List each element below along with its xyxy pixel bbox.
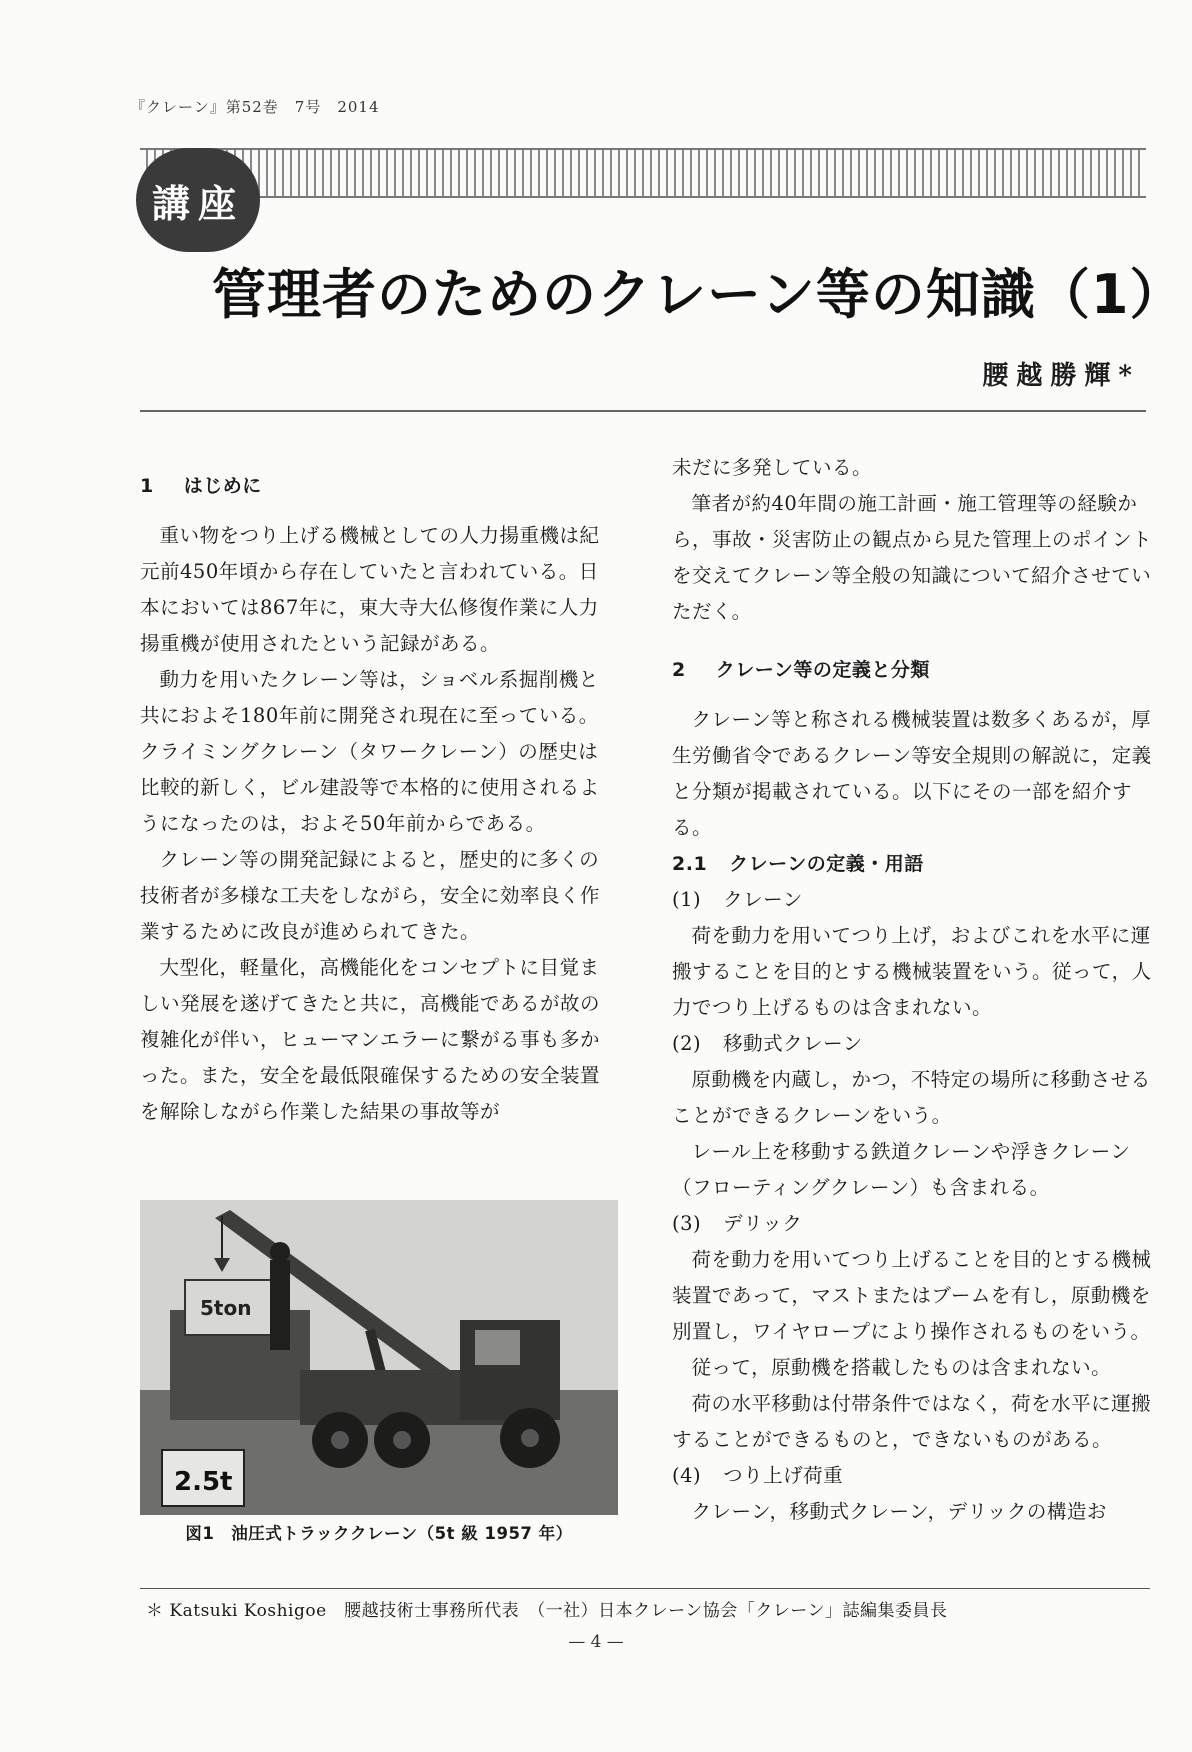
paragraph: 従って，原動機を搭載したものは含まれない。 <box>691 1356 1112 1379</box>
item-heading-4 <box>672 1458 1152 1494</box>
page-number: — 4 — <box>568 1632 624 1652</box>
paragraph: 原動機を内蔵し，かつ，不特定の場所に移動させることができるクレーンをいう。 <box>672 1068 1151 1127</box>
paragraph: レール上を移動する鉄道クレーンや浮きクレーン（フローティングクレーン）も含まれる。 <box>672 1140 1131 1199</box>
load-sign: 5ton <box>200 1296 252 1320</box>
item-title: デリック <box>723 1212 803 1235</box>
item-heading-3 <box>672 1206 1152 1242</box>
item-number: (2) <box>672 1032 702 1055</box>
figure-caption: 図1 油圧式トラッククレーン（5t 級 1957 年） <box>185 1524 573 1543</box>
item-title: つり上げ荷重 <box>723 1464 844 1487</box>
paragraph: 重い物をつり上げる機械としての人力揚重機は紀元前450年頃から存在していたと言われている。日本においては867年に，東大寺大仏修復作業に人力揚重機が使用されたという記録がある。 <box>140 524 600 655</box>
footnote-rule <box>140 1588 1150 1589</box>
item-heading-1 <box>672 882 1152 918</box>
paragraph-continuation: 未だに多発している。 <box>672 456 873 479</box>
left-column <box>140 468 618 1130</box>
item-number: (1) <box>672 888 702 911</box>
journal-header: 『クレーン』第52巻 7号 2014 <box>130 98 380 116</box>
paragraph: 荷を動力を用いてつり上げ，およびこれを水平に運搬することを目的とする機械装置をいう。従って，人力でつり上げるものは含まれない。 <box>672 924 1152 1019</box>
item-number: (3) <box>672 1212 702 1235</box>
section-number: 2 <box>672 659 686 681</box>
section-title: はじめに <box>183 475 262 497</box>
subsection-title: クレーンの定義・用語 <box>729 853 924 875</box>
paragraph: クレーン等の開発記録によると，歴史的に多くの技術者が多様な工夫をしながら，安全に効率良く作業するために改良が進められてきた。 <box>140 848 601 943</box>
section-number: 1 <box>140 475 154 497</box>
item-title: 移動式クレーン <box>723 1032 863 1055</box>
paragraph: クレーン，移動式クレーン，デリックの構造お <box>691 1500 1107 1523</box>
figure-photo <box>140 1200 618 1515</box>
section-title: クレーン等の定義と分類 <box>715 659 930 681</box>
subsection-number: 2.1 <box>672 853 708 875</box>
paragraph: クレーン等と称される機械装置は数多くあるが，厚生労働省令であるクレーン等安全規則の解説に，定義と分類が掲載されている。以下にその一部を紹介する。 <box>672 708 1152 839</box>
article-title: 管理者のためのクレーン等の知識（1） <box>212 263 1185 326</box>
paragraph: 動力を用いたクレーン等は，ショベル系掘削機と共におよそ180年前に開発され現在に至っている。クライミングクレーン（タワークレーン）の歴史は比較的新しく，ビル建設等で本格的に使用されるようになったのは，およそ50年前からである。 <box>140 668 600 835</box>
truck-crane-photo <box>140 1200 618 1515</box>
item-number: (4) <box>672 1464 702 1487</box>
paragraph: 大型化，軽量化，高機能化をコンセプトに目覚ましい発展を遂げてきたと共に，高機能であるが故の複雑化が伴い，ヒューマンエラーに繋がる事も多かった。また，安全を最低限確保するための安全装置を解除しながら作業した結果の事故等が <box>140 956 601 1123</box>
paragraph: 筆者が約40年間の施工計画・施工管理等の経験から，事故・災害防止の観点から見た管理上のポイントを交えてクレーン等全般の知識について紹介させていただく。 <box>672 492 1153 623</box>
subsection-heading-2-1 <box>672 846 1152 882</box>
capacity-sign: 2.5t <box>174 1467 233 1497</box>
title-band <box>140 148 1146 198</box>
paragraph: 荷を動力を用いてつり上げることを目的とする機械装置であって，マストまたはブームを有し，原動機を別置し，ワイヤロープにより操作されるものをいう。 <box>672 1248 1152 1343</box>
author-footnote: ＊ Katsuki Koshigoe 腰越技術士事務所代表 （一社）日本クレーン協会「クレーン」誌編集委員長 <box>146 1601 948 1621</box>
section-heading-1 <box>140 468 618 504</box>
right-column <box>672 450 1152 1530</box>
paragraph: 荷の水平移動は付帯条件ではなく，荷を水平に運搬することができるものと，できないものがある。 <box>672 1392 1152 1451</box>
title-rule <box>140 410 1146 412</box>
author-name: 腰越勝輝* <box>982 361 1140 391</box>
section-heading-2 <box>672 652 1152 688</box>
series-badge: 講座 <box>136 148 260 252</box>
spacer <box>672 630 1152 652</box>
item-heading-2 <box>672 1026 1152 1062</box>
item-title: クレーン <box>723 888 803 911</box>
